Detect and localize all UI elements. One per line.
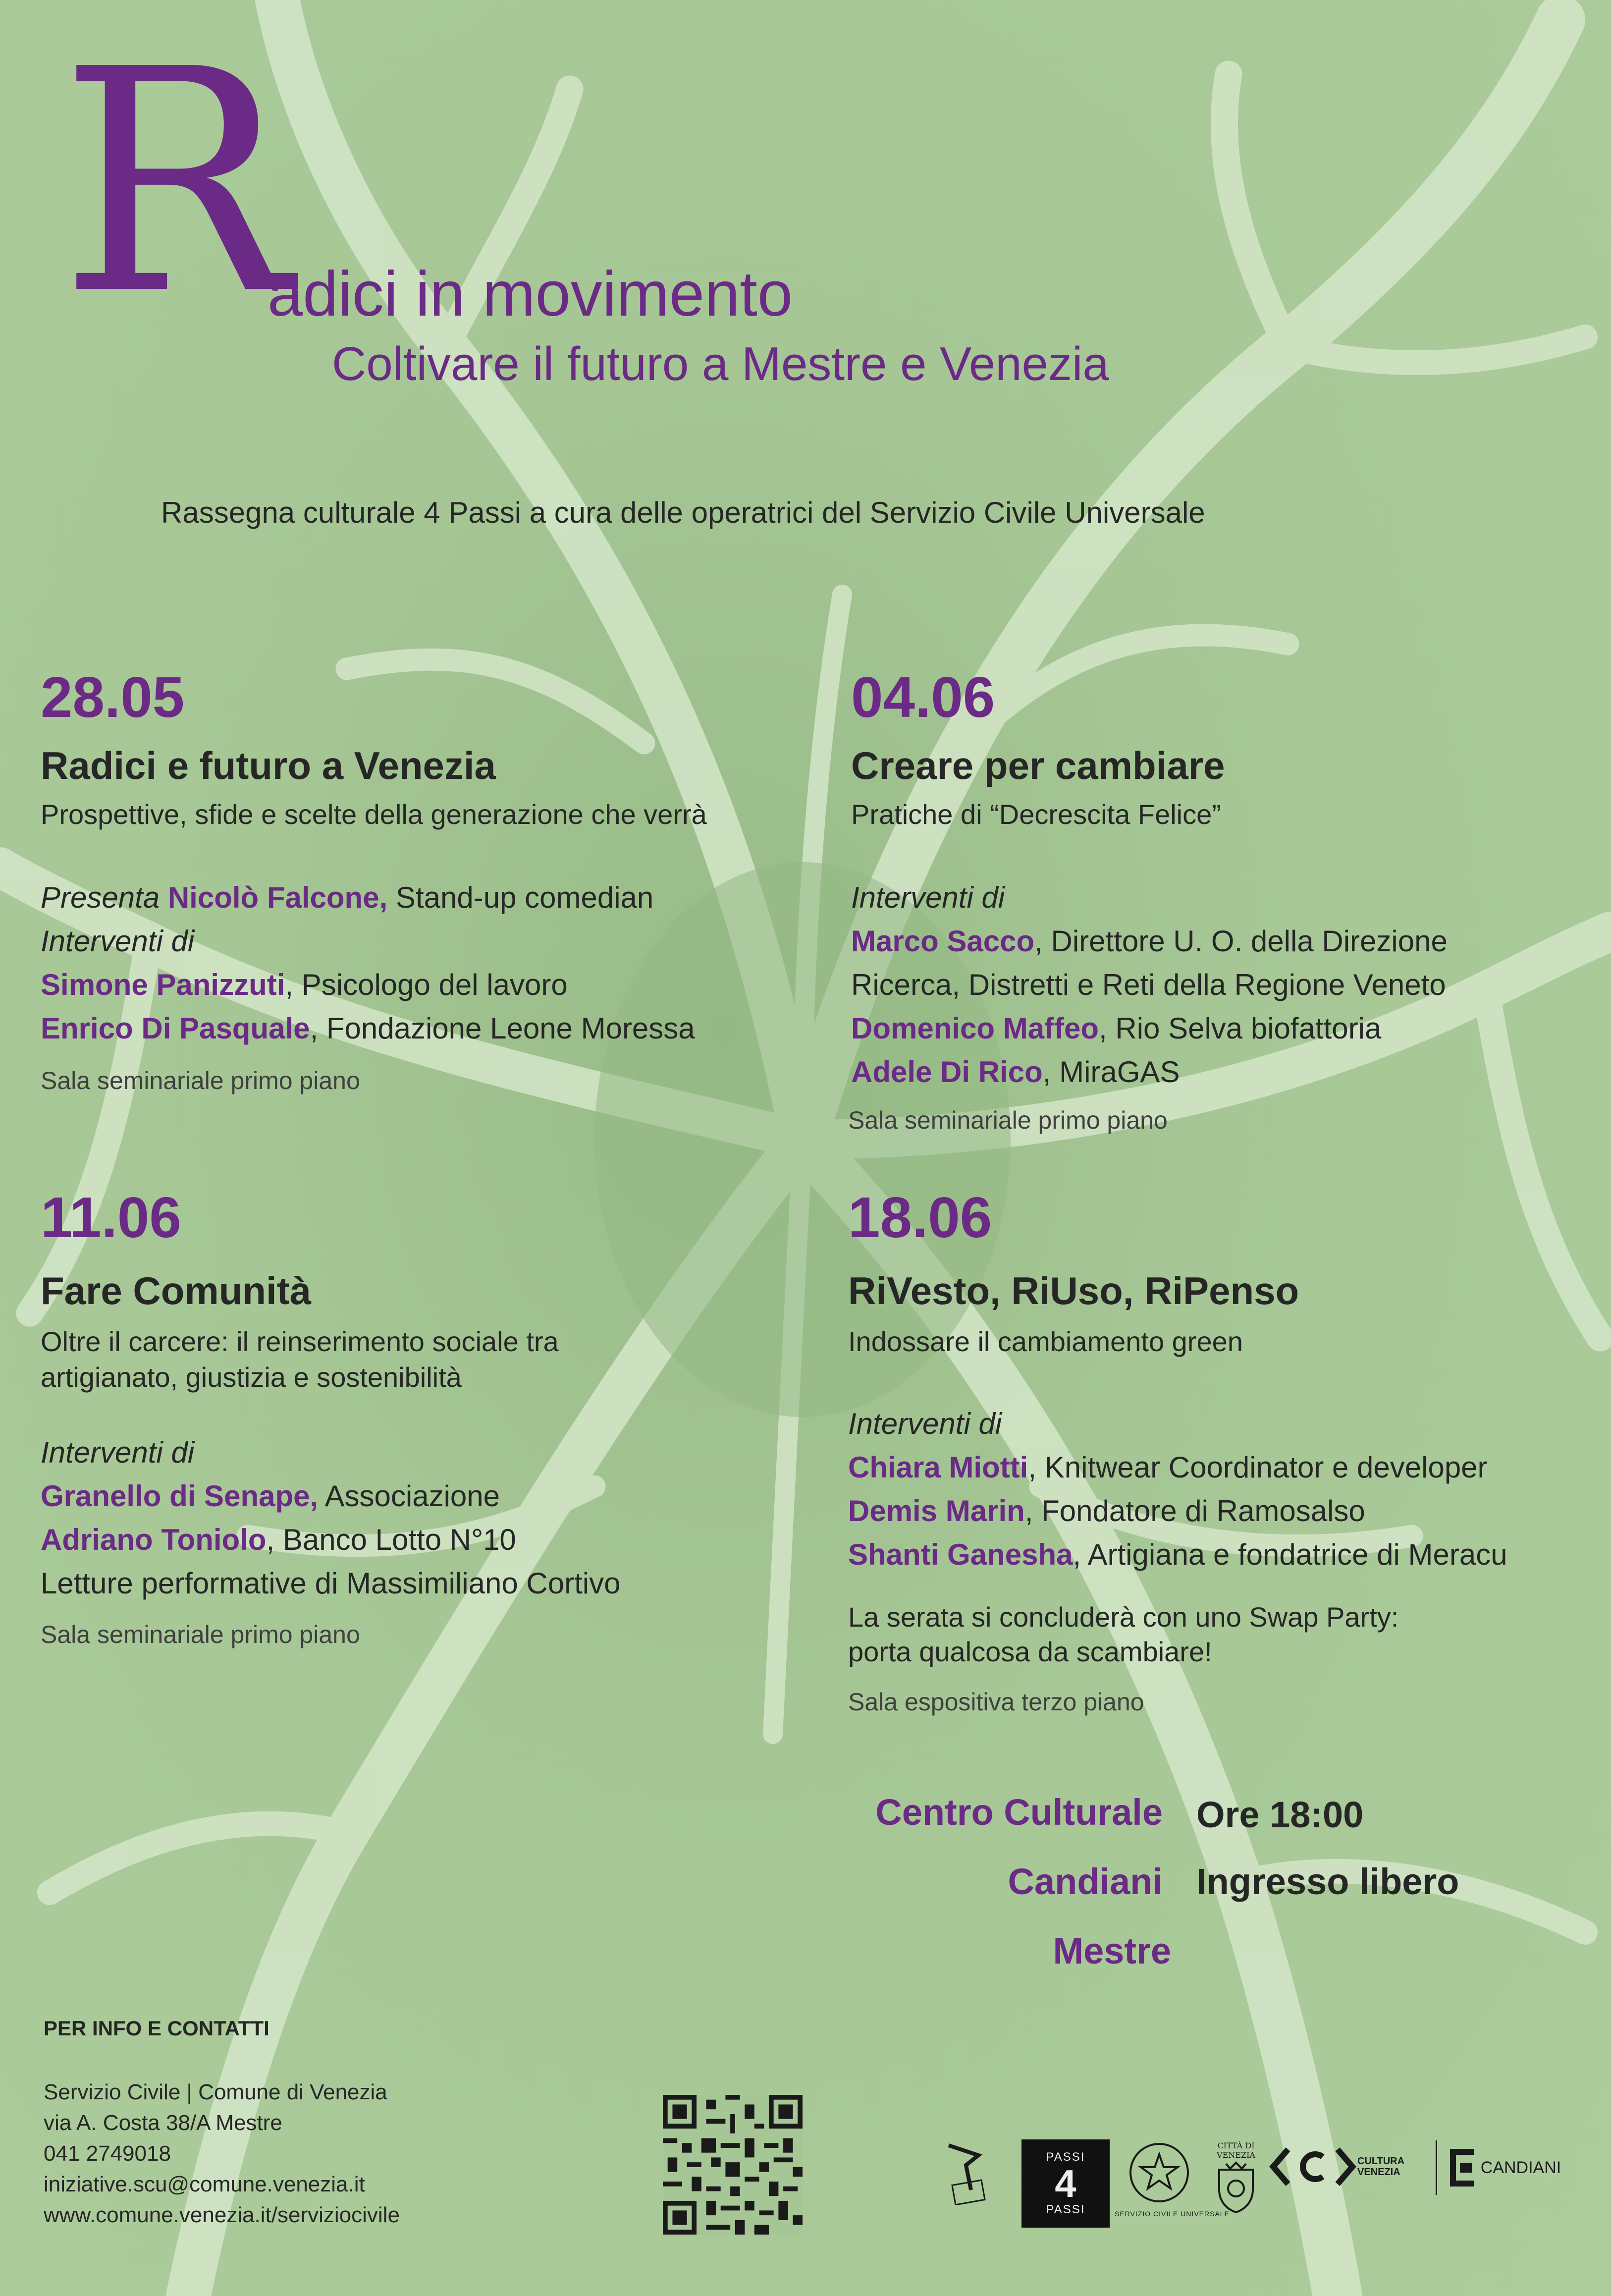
speaker-line: Shanti Ganesha, Artigiana e fondatrice di Meracu [848, 1538, 1507, 1571]
rassegna-line: Rassegna culturale 4 Passi a cura delle operatrici del Servizio Civile Universale [161, 496, 1205, 529]
event-date: 11.06 [41, 1185, 181, 1250]
event-presenter [41, 876, 653, 920]
scu-logo-text: SERVIZIO CIVILE UNIVERSALE [1115, 2210, 1230, 2218]
speaker-line: Marco Sacco, Direttore U. O. della Direzione [851, 925, 1448, 958]
presenter-role: Stand-up comedian [395, 881, 654, 914]
speaker-line: Simone Panizzuti, Psicologo del lavoro [41, 968, 568, 1001]
event-title: Creare per cambiare [851, 744, 1225, 787]
interventi-label: Interventi di [851, 881, 1005, 914]
event-room: Sala espositiva terzo piano [848, 1688, 1144, 1716]
speaker-line: Demis Marin, Fondatore di Ramosalso [848, 1494, 1365, 1528]
servizio-civile-universale-logo [1112, 2126, 1230, 2220]
venue-line-1: Centro Culturale [875, 1792, 1163, 1833]
title-initial: R [59, 4, 291, 362]
venue-line-3: Mestre [1053, 1930, 1171, 1971]
closing-note: La serata si concluderà con uno Swap Party: [848, 1601, 1399, 1633]
interventi-label: Interventi di [41, 925, 195, 958]
logo-divider [1436, 2140, 1437, 2195]
event-title: Radici e futuro a Venezia [41, 744, 496, 787]
cultura-venezia-text: CULTURA VENEZIA [1357, 2156, 1404, 2178]
event-title: Fare Comunità [41, 1269, 312, 1312]
speaker-line: Chiara Miotti, Knitwear Coordinator e developer [848, 1451, 1488, 1484]
speaker-line: Enrico Di Pasquale, Fondazione Leone Moressa [41, 1012, 695, 1045]
event-room: Sala seminariale primo piano [41, 1621, 360, 1648]
cultura-venezia-logo [1266, 2139, 1404, 2194]
closing-note: porta qualcosa da scambiare! [848, 1636, 1212, 1667]
speaker-line: Granello di Senape, Associazione [41, 1479, 500, 1513]
info-line: 041 2749018 [44, 2141, 171, 2166]
event-title: RiVesto, RiUso, RiPenso [848, 1269, 1299, 1312]
speaker-line: Letture performative di Massimiliano Cortivo [41, 1567, 621, 1600]
event-room: Sala seminariale primo piano [848, 1106, 1168, 1134]
passi-number: 4 [1055, 2162, 1076, 2205]
event-date: 18.06 [848, 1185, 992, 1250]
info-line: via A. Costa 38/A Mestre [44, 2111, 282, 2135]
citta-text: CITTÀ DI VENEZIA [1217, 2141, 1255, 2160]
speaker-line: Domenico Maffeo, Rio Selva biofattoria [851, 1012, 1382, 1045]
event-subtitle: Oltre il carcere: il reinserimento sociale tra [41, 1326, 559, 1357]
event-subtitle: artigianato, giustizia e sostenibilità [41, 1362, 462, 1393]
interventi-label: Interventi di [848, 1407, 1002, 1440]
event-subtitle: Prospettive, sfide e scelte della generazione che verrà [41, 799, 707, 830]
event-room: Sala seminariale primo piano [41, 1067, 360, 1094]
event-subtitle: Pratiche di “Decrescita Felice” [851, 799, 1221, 830]
email-link[interactable]: iniziative.scu@comune.venezia.it [44, 2172, 365, 2196]
event-subtitle: Indossare il cambiamento green [848, 1326, 1243, 1357]
passi-word: PASSI [1046, 2203, 1085, 2216]
bird-logo-icon [944, 2135, 988, 2205]
speaker-line: Adele Di Rico, MiraGAS [851, 1055, 1180, 1089]
venue-line-2: Candiani [1008, 1861, 1163, 1902]
speaker-line: Ricerca, Distretti e Reti della Regione Veneto [851, 968, 1446, 1001]
candiani-text: CANDIANI [1480, 2158, 1561, 2177]
qr-code-icon[interactable] [663, 2095, 803, 2235]
candiani-logo [1446, 2143, 1564, 2192]
event-date: 28.05 [41, 665, 185, 729]
speaker-line: Adriano Toniolo, Banco Lotto N°10 [41, 1523, 516, 1556]
info-heading: PER INFO E CONTATTI [44, 2017, 269, 2040]
passi-word: PASSI [1046, 2150, 1085, 2164]
citta-di-venezia-crest [1211, 2131, 1261, 2225]
page-title: adici in movimento [268, 259, 793, 329]
info-line: Servizio Civile | Comune di Venezia [44, 2080, 387, 2104]
event-time: Ore 18:00 [1196, 1794, 1364, 1835]
quattro-passi-logo [1021, 2139, 1110, 2228]
presenta-label: Presenta [41, 881, 160, 914]
presenter-name: Nicolò Falcone, [167, 881, 388, 914]
page-subtitle: Coltivare il futuro a Mestre e Venezia [332, 337, 1109, 390]
event-date: 04.06 [851, 665, 995, 729]
website-link[interactable]: www.comune.venezia.it/serviziocivile [44, 2203, 400, 2227]
interventi-label: Interventi di [41, 1436, 195, 1469]
entry-info: Ingresso libero [1196, 1861, 1459, 1902]
